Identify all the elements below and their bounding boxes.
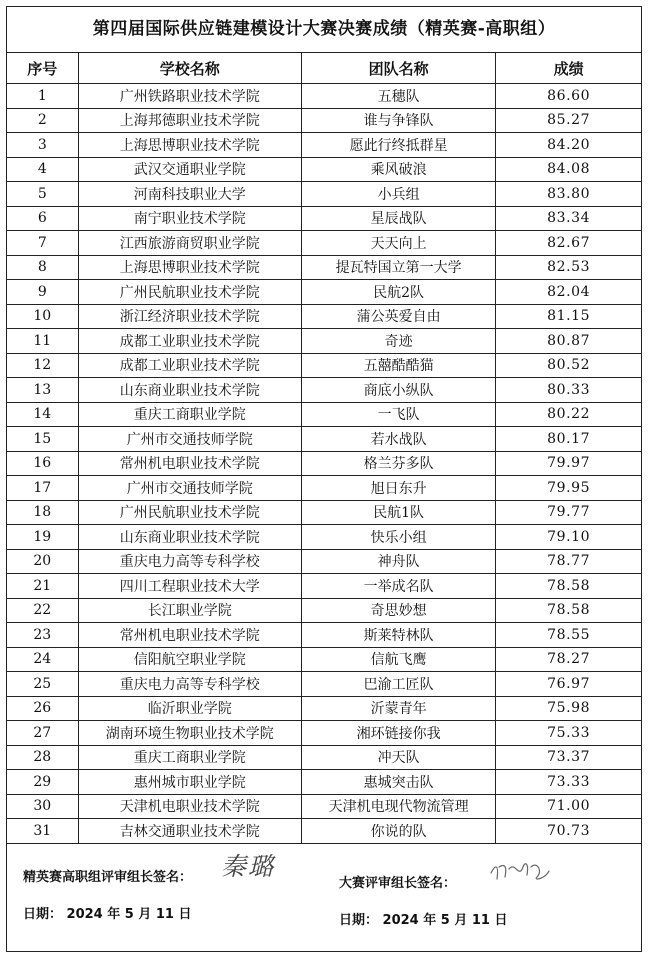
table-row bbox=[7, 574, 641, 599]
rank-cell: 23 bbox=[7, 623, 78, 648]
school-cell: 重庆工商职业学院 bbox=[78, 745, 301, 770]
team-cell: 奇思妙想 bbox=[301, 598, 495, 623]
school-cell: 浙江经济职业技术学院 bbox=[78, 304, 301, 329]
score-cell: 84.08 bbox=[496, 157, 641, 182]
school-cell: 惠州城市职业学院 bbox=[78, 770, 301, 795]
score-cell: 78.77 bbox=[496, 549, 641, 574]
rank-cell: 21 bbox=[7, 574, 78, 599]
rank-cell: 2 bbox=[7, 108, 78, 133]
score-cell: 78.58 bbox=[496, 574, 641, 599]
school-cell: 广州铁路职业技术学院 bbox=[78, 84, 301, 109]
left-date: 日期： 2024 年 5 月 11 日 bbox=[23, 907, 192, 922]
rank-cell: 30 bbox=[7, 794, 78, 819]
school-cell: 湖南环境生物职业技术学院 bbox=[78, 721, 301, 746]
table-row bbox=[7, 623, 641, 648]
table-row bbox=[7, 108, 641, 133]
header-team: 团队名称 bbox=[301, 53, 495, 84]
table-row bbox=[7, 304, 641, 329]
team-cell: 湘环链接你我 bbox=[301, 721, 495, 746]
rank-cell: 18 bbox=[7, 500, 78, 525]
school-cell: 山东商业职业技术学院 bbox=[78, 525, 301, 550]
score-cell: 80.52 bbox=[496, 353, 641, 378]
table-row bbox=[7, 182, 641, 207]
rank-cell: 28 bbox=[7, 745, 78, 770]
team-cell: 一飞队 bbox=[301, 402, 495, 427]
results-sheet bbox=[6, 6, 642, 952]
team-cell: 提瓦特国立第一大学 bbox=[301, 255, 495, 280]
team-cell: 愿此行终抵群星 bbox=[301, 133, 495, 158]
table-row bbox=[7, 378, 641, 403]
school-cell: 天津机电职业技术学院 bbox=[78, 794, 301, 819]
rank-cell: 10 bbox=[7, 304, 78, 329]
rank-cell: 17 bbox=[7, 476, 78, 501]
rank-cell: 12 bbox=[7, 353, 78, 378]
team-cell: 天津机电现代物流管理 bbox=[301, 794, 495, 819]
score-cell: 70.73 bbox=[496, 819, 641, 844]
score-cell: 80.17 bbox=[496, 427, 641, 452]
team-cell: 星辰战队 bbox=[301, 206, 495, 231]
rank-cell: 4 bbox=[7, 157, 78, 182]
team-cell: 沂蒙青年 bbox=[301, 696, 495, 721]
score-cell: 75.33 bbox=[496, 721, 641, 746]
score-cell: 78.27 bbox=[496, 647, 641, 672]
team-cell: 商底小纵队 bbox=[301, 378, 495, 403]
table-row bbox=[7, 672, 641, 697]
rank-cell: 24 bbox=[7, 647, 78, 672]
school-cell: 上海思博职业技术学院 bbox=[78, 255, 301, 280]
team-cell: 民航2队 bbox=[301, 280, 495, 305]
results-table bbox=[7, 53, 641, 844]
left-handwritten-signature: 秦璐 bbox=[221, 852, 276, 881]
school-cell: 吉林交通职业技术学院 bbox=[78, 819, 301, 844]
team-cell: 惠城突击队 bbox=[301, 770, 495, 795]
team-cell: 民航1队 bbox=[301, 500, 495, 525]
team-cell: 巴渝工匠队 bbox=[301, 672, 495, 697]
score-cell: 82.67 bbox=[496, 231, 641, 256]
school-cell: 成都工业职业技术学院 bbox=[78, 329, 301, 354]
rank-cell: 26 bbox=[7, 696, 78, 721]
header-row bbox=[7, 53, 641, 84]
school-cell: 常州机电职业技术学院 bbox=[78, 451, 301, 476]
team-cell: 奇迹 bbox=[301, 329, 495, 354]
rank-cell: 6 bbox=[7, 206, 78, 231]
school-cell: 长江职业学院 bbox=[78, 598, 301, 623]
score-cell: 86.60 bbox=[496, 84, 641, 109]
score-cell: 73.33 bbox=[496, 770, 641, 795]
rank-cell: 5 bbox=[7, 182, 78, 207]
score-cell: 71.00 bbox=[496, 794, 641, 819]
team-cell: 冲天队 bbox=[301, 745, 495, 770]
left-signer-label: 精英赛高职组评审组长签名： bbox=[23, 870, 193, 885]
school-cell: 广州市交通技师学院 bbox=[78, 427, 301, 452]
table-row bbox=[7, 794, 641, 819]
score-cell: 78.55 bbox=[496, 623, 641, 648]
team-cell: 天天向上 bbox=[301, 231, 495, 256]
team-cell: 五囍酷酷猫 bbox=[301, 353, 495, 378]
table-row bbox=[7, 133, 641, 158]
table-row bbox=[7, 696, 641, 721]
table-row bbox=[7, 255, 641, 280]
school-cell: 临沂职业学院 bbox=[78, 696, 301, 721]
score-cell: 80.87 bbox=[496, 329, 641, 354]
team-cell: 蒲公英爱自由 bbox=[301, 304, 495, 329]
score-cell: 80.22 bbox=[496, 402, 641, 427]
school-cell: 上海思博职业技术学院 bbox=[78, 133, 301, 158]
score-cell: 83.34 bbox=[496, 206, 641, 231]
score-cell: 73.37 bbox=[496, 745, 641, 770]
rank-cell: 1 bbox=[7, 84, 78, 109]
school-cell: 河南科技职业大学 bbox=[78, 182, 301, 207]
score-cell: 84.20 bbox=[496, 133, 641, 158]
rank-cell: 8 bbox=[7, 255, 78, 280]
right-date: 日期： 2024 年 5 月 11 日 bbox=[339, 913, 508, 928]
rank-cell: 27 bbox=[7, 721, 78, 746]
score-cell: 76.97 bbox=[496, 672, 641, 697]
school-cell: 广州民航职业技术学院 bbox=[78, 500, 301, 525]
school-cell: 四川工程职业技术大学 bbox=[78, 574, 301, 599]
table-row bbox=[7, 647, 641, 672]
school-cell: 重庆电力高等专科学校 bbox=[78, 549, 301, 574]
school-cell: 广州市交通技师学院 bbox=[78, 476, 301, 501]
school-cell: 常州机电职业技术学院 bbox=[78, 623, 301, 648]
rank-cell: 29 bbox=[7, 770, 78, 795]
table-row bbox=[7, 549, 641, 574]
team-cell: 五穗队 bbox=[301, 84, 495, 109]
school-cell: 江西旅游商贸职业学院 bbox=[78, 231, 301, 256]
header-rank: 序号 bbox=[7, 53, 78, 84]
table-row bbox=[7, 598, 641, 623]
score-cell: 81.15 bbox=[496, 304, 641, 329]
school-cell: 重庆电力高等专科学校 bbox=[78, 672, 301, 697]
table-row bbox=[7, 231, 641, 256]
team-cell: 一举成名队 bbox=[301, 574, 495, 599]
rank-cell: 15 bbox=[7, 427, 78, 452]
right-signer-label: 大赛评审组长签名： bbox=[339, 876, 457, 891]
signature-area bbox=[7, 839, 641, 951]
rank-cell: 11 bbox=[7, 329, 78, 354]
score-cell: 78.58 bbox=[496, 598, 641, 623]
rank-cell: 13 bbox=[7, 378, 78, 403]
school-cell: 广州民航职业技术学院 bbox=[78, 280, 301, 305]
table-row bbox=[7, 451, 641, 476]
rank-cell: 3 bbox=[7, 133, 78, 158]
header-score: 成绩 bbox=[496, 53, 641, 84]
school-cell: 南宁职业技术学院 bbox=[78, 206, 301, 231]
rank-cell: 7 bbox=[7, 231, 78, 256]
table-row bbox=[7, 84, 641, 109]
table-row bbox=[7, 206, 641, 231]
header-school: 学校名称 bbox=[78, 53, 301, 84]
right-handwritten-signature bbox=[485, 853, 555, 889]
score-cell: 80.33 bbox=[496, 378, 641, 403]
score-cell: 75.98 bbox=[496, 696, 641, 721]
team-cell: 旭日东升 bbox=[301, 476, 495, 501]
score-cell: 79.97 bbox=[496, 451, 641, 476]
team-cell: 神舟队 bbox=[301, 549, 495, 574]
score-cell: 85.27 bbox=[496, 108, 641, 133]
score-cell: 79.77 bbox=[496, 500, 641, 525]
team-cell: 乘风破浪 bbox=[301, 157, 495, 182]
score-cell: 82.04 bbox=[496, 280, 641, 305]
table-row bbox=[7, 157, 641, 182]
rank-cell: 22 bbox=[7, 598, 78, 623]
score-cell: 79.10 bbox=[496, 525, 641, 550]
rank-cell: 31 bbox=[7, 819, 78, 844]
results-body bbox=[7, 84, 641, 844]
table-row bbox=[7, 500, 641, 525]
rank-cell: 9 bbox=[7, 280, 78, 305]
rank-cell: 19 bbox=[7, 525, 78, 550]
team-cell: 你说的队 bbox=[301, 819, 495, 844]
table-row bbox=[7, 476, 641, 501]
table-row bbox=[7, 770, 641, 795]
table-row bbox=[7, 721, 641, 746]
team-cell: 斯莱特林队 bbox=[301, 623, 495, 648]
school-cell: 上海邦德职业技术学院 bbox=[78, 108, 301, 133]
team-cell: 格兰芬多队 bbox=[301, 451, 495, 476]
rank-cell: 25 bbox=[7, 672, 78, 697]
school-cell: 成都工业职业技术学院 bbox=[78, 353, 301, 378]
school-cell: 信阳航空职业学院 bbox=[78, 647, 301, 672]
table-row bbox=[7, 745, 641, 770]
table-row bbox=[7, 329, 641, 354]
school-cell: 山东商业职业技术学院 bbox=[78, 378, 301, 403]
team-cell: 小兵组 bbox=[301, 182, 495, 207]
rank-cell: 14 bbox=[7, 402, 78, 427]
table-row bbox=[7, 402, 641, 427]
team-cell: 信航飞鹰 bbox=[301, 647, 495, 672]
table-row bbox=[7, 280, 641, 305]
table-row bbox=[7, 525, 641, 550]
school-cell: 武汉交通职业学院 bbox=[78, 157, 301, 182]
score-cell: 82.53 bbox=[496, 255, 641, 280]
table-row bbox=[7, 427, 641, 452]
table-row bbox=[7, 353, 641, 378]
rank-cell: 16 bbox=[7, 451, 78, 476]
team-cell: 谁与争锋队 bbox=[301, 108, 495, 133]
rank-cell: 20 bbox=[7, 549, 78, 574]
page-title: 第四届国际供应链建模设计大赛决赛成绩（精英赛-高职组） bbox=[7, 7, 641, 53]
score-cell: 79.95 bbox=[496, 476, 641, 501]
school-cell: 重庆工商职业学院 bbox=[78, 402, 301, 427]
score-cell: 83.80 bbox=[496, 182, 641, 207]
team-cell: 快乐小组 bbox=[301, 525, 495, 550]
team-cell: 若水战队 bbox=[301, 427, 495, 452]
